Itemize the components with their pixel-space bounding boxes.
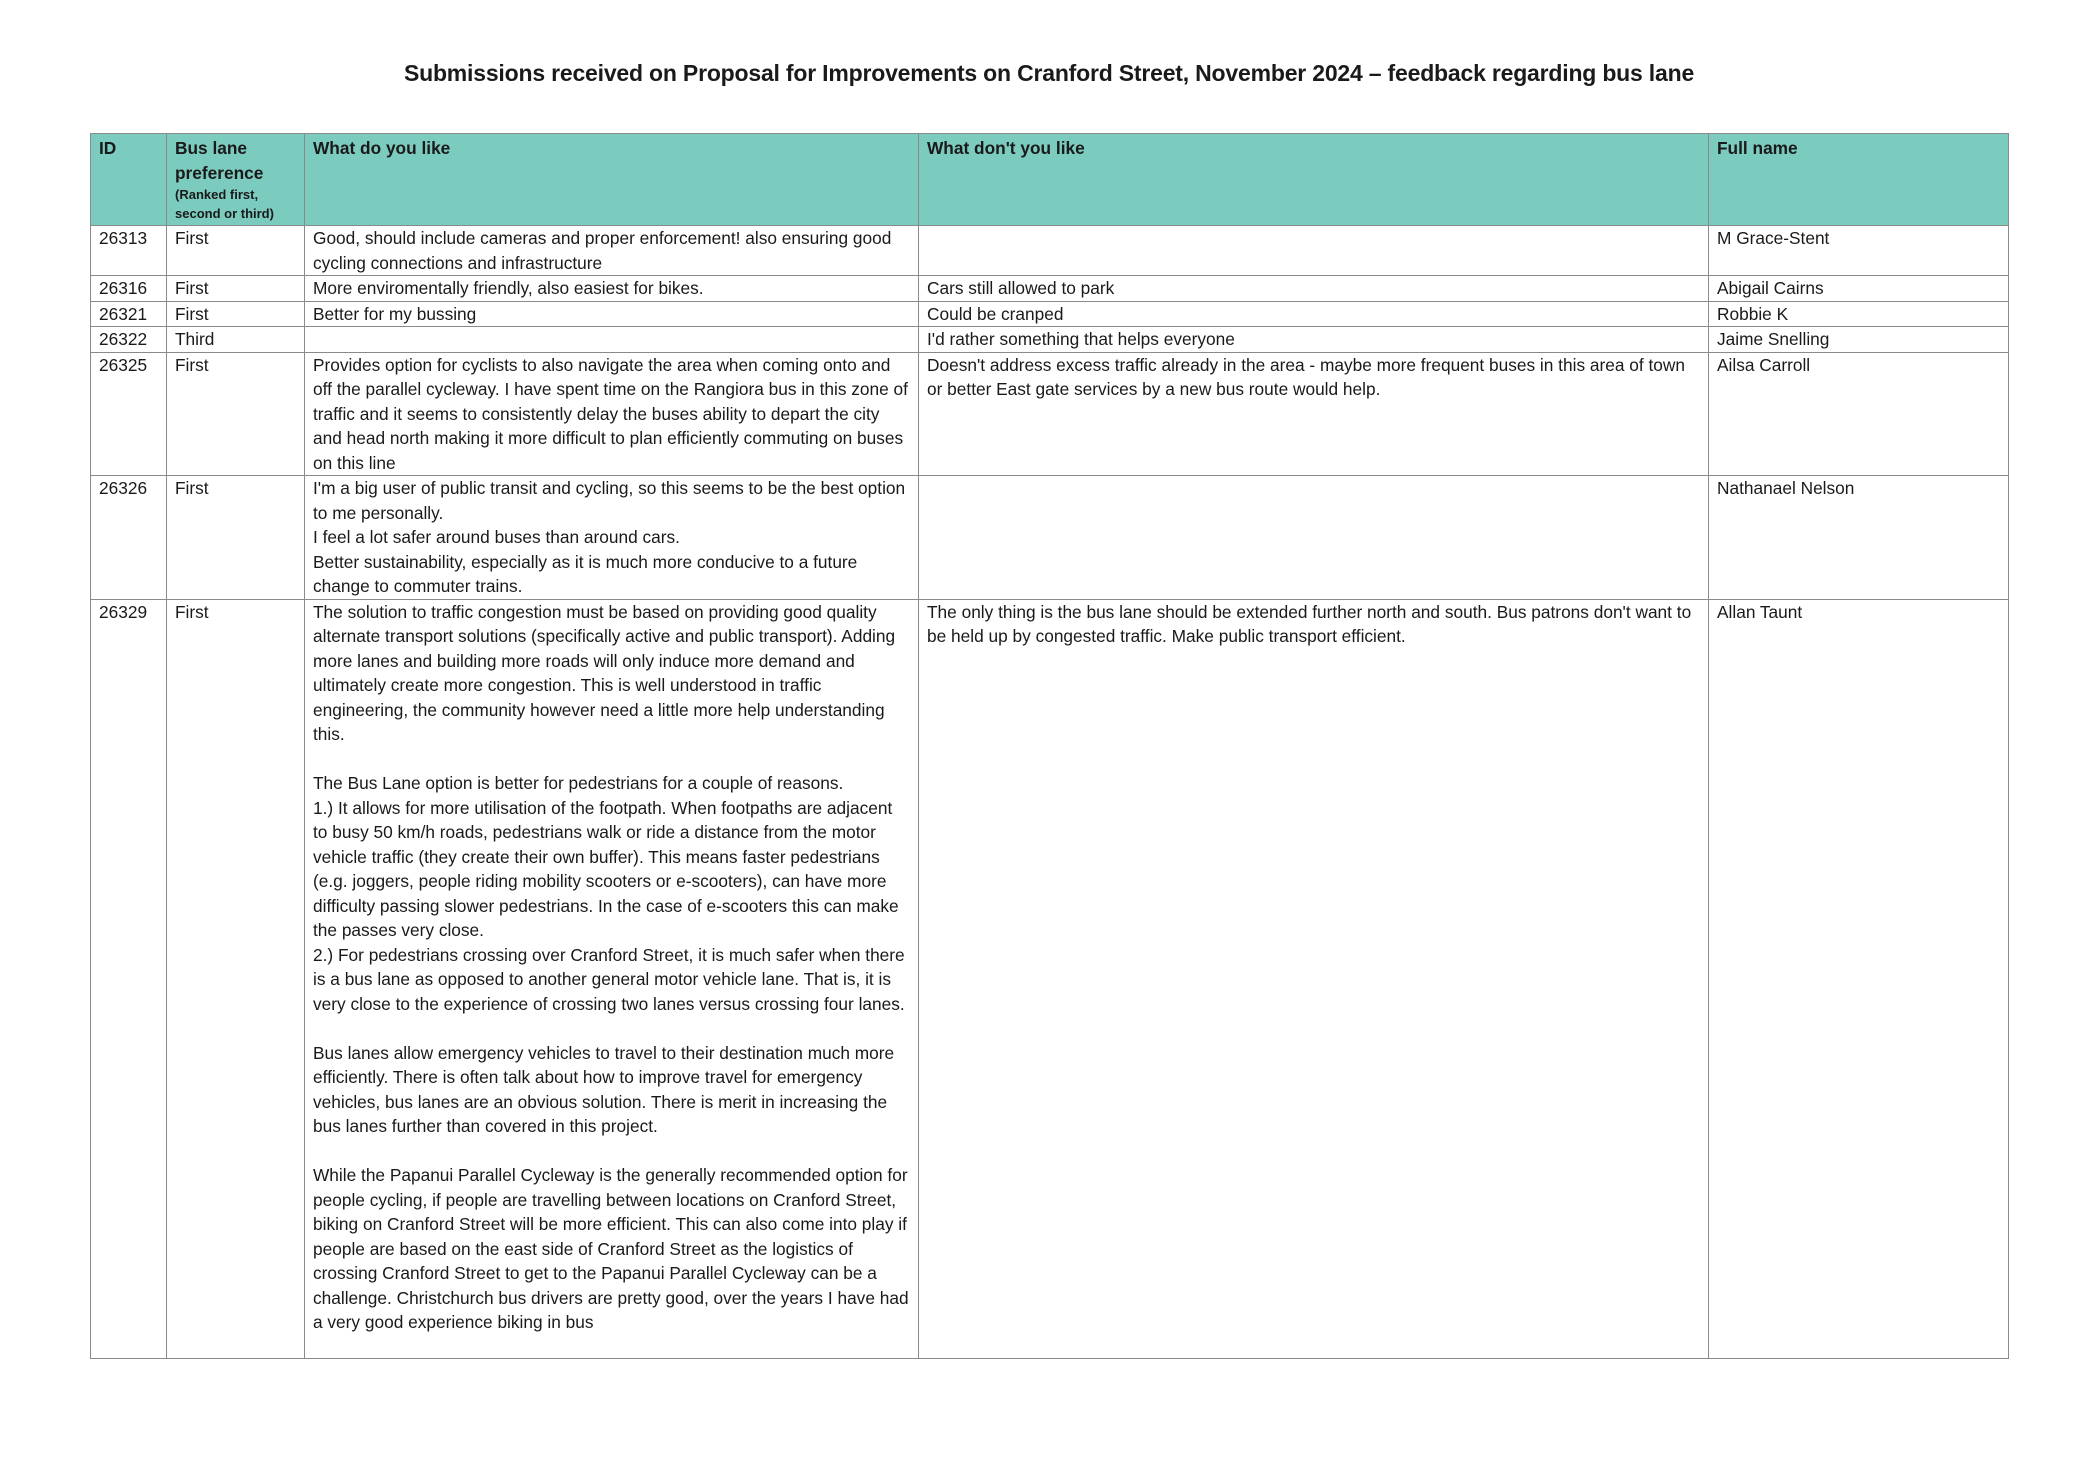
cell-preference: First: [167, 352, 305, 476]
table-row: [91, 301, 2009, 327]
table-row: [91, 276, 2009, 302]
cell-preference: First: [167, 276, 305, 302]
cell-name: Jaime Snelling: [1709, 327, 2009, 353]
table-row: [91, 476, 2009, 600]
header-preference-note: (Ranked first, second or third): [175, 187, 274, 221]
cell-id: 26329: [91, 599, 167, 1358]
cell-like: Provides option for cyclists to also navigate the area when coming onto and off the parallel cycleway. I have spent time on the Rangiora bus in this zone of traffic and it seems to consistently delay the buses ability to depart the city and head north making it more difficult to plan efficiently commuting on buses on this line: [305, 352, 919, 476]
table-row: [91, 599, 2009, 1358]
header-id: ID: [91, 134, 167, 226]
header-like: What do you like: [305, 134, 919, 226]
cell-dislike: Could be cranped: [919, 301, 1709, 327]
cell-dislike: Cars still allowed to park: [919, 276, 1709, 302]
cell-like: [305, 327, 919, 353]
table-row: [91, 352, 2009, 476]
cell-id: 26316: [91, 276, 167, 302]
cell-dislike: I'd rather something that helps everyone: [919, 327, 1709, 353]
cell-name: Robbie K: [1709, 301, 2009, 327]
cell-name: M Grace-Stent: [1709, 226, 2009, 276]
cell-id: 26325: [91, 352, 167, 476]
submissions-table: [90, 133, 2009, 1359]
cell-preference: First: [167, 301, 305, 327]
header-preference: [167, 134, 305, 226]
header-preference-label: Bus lane preference: [175, 138, 264, 183]
table-row: [91, 327, 2009, 353]
cell-like: I'm a big user of public transit and cycling, so this seems to be the best option to me personally. I feel a lot safer around buses than around cars. Better sustainability, especially as it is much more conducive to a future change to commuter trains.: [305, 476, 919, 600]
cell-dislike: [919, 226, 1709, 276]
cell-id: 26313: [91, 226, 167, 276]
cell-name: Allan Taunt: [1709, 599, 2009, 1358]
cell-id: 26322: [91, 327, 167, 353]
cell-name: Abigail Cairns: [1709, 276, 2009, 302]
cell-id: 26326: [91, 476, 167, 600]
cell-preference: First: [167, 476, 305, 600]
table-header-row: [91, 134, 2009, 226]
header-name: Full name: [1709, 134, 2009, 226]
cell-name: Ailsa Carroll: [1709, 352, 2009, 476]
cell-like: Better for my bussing: [305, 301, 919, 327]
cell-dislike: [919, 476, 1709, 600]
header-dislike: What don't you like: [919, 134, 1709, 226]
cell-like: The solution to traffic congestion must be based on providing good quality alternate transport solutions (specifically active and public transport). Adding more lanes and building more roads will only induce more demand and ultimately create more congestion. This is well understood in traffic engineering, the community however need a little more help understanding this. The Bus Lane option is better for pedestrians for a couple of reasons. 1.) It allows for more utilisation of the footpath. When footpaths are adjacent to busy 50 km/h roads, pedestrians walk or ride a distance from the motor vehicle traffic (they create their own buffer). This means faster pedestrians (e.g. joggers, people riding mobility scooters or e-scooters), can have more difficulty passing slower pedestrians. In the case of e-scooters this can make the passes very close. 2.) For pedestrians crossing over Cranford Street, it is much safer when there is a bus lane as opposed to another general motor vehicle lane. That is, it is very close to the experience of crossing two lanes versus crossing four lanes. Bus lanes allow emergency vehicles to travel to their destination much more efficiently. There is often talk about how to improve travel for emergency vehicles, bus lanes are an obvious solution. There is merit in increasing the bus lanes further than covered in this project. While the Papanui Parallel Cycleway is the generally recommended option for people cycling, if people are travelling between locations on Cranford Street, biking on Cranford Street will be more efficient. This can also come into play if people are based on the east side of Cranford Street as the logistics of crossing Cranford Street to get to the Papanui Parallel Cycleway can be a challenge. Christchurch bus drivers are pretty good, over the years I have had a very good experience biking in bus: [305, 599, 919, 1358]
cell-dislike: The only thing is the bus lane should be extended further north and south. Bus patrons don't want to be held up by congested traffic. Make public transport efficient.: [919, 599, 1709, 1358]
cell-preference: Third: [167, 327, 305, 353]
cell-preference: First: [167, 599, 305, 1358]
cell-like: Good, should include cameras and proper enforcement! also ensuring good cycling connections and infrastructure: [305, 226, 919, 276]
cell-like: More enviromentally friendly, also easiest for bikes.: [305, 276, 919, 302]
cell-name: Nathanael Nelson: [1709, 476, 2009, 600]
cell-dislike: Doesn't address excess traffic already in the area - maybe more frequent buses in this area of town or better East gate services by a new bus route would help.: [919, 352, 1709, 476]
cell-preference: First: [167, 226, 305, 276]
cell-id: 26321: [91, 301, 167, 327]
table-row: [91, 226, 2009, 276]
page-title: Submissions received on Proposal for Improvements on Cranford Street, November 2024 – feedback regarding bus lane: [403, 60, 1695, 86]
